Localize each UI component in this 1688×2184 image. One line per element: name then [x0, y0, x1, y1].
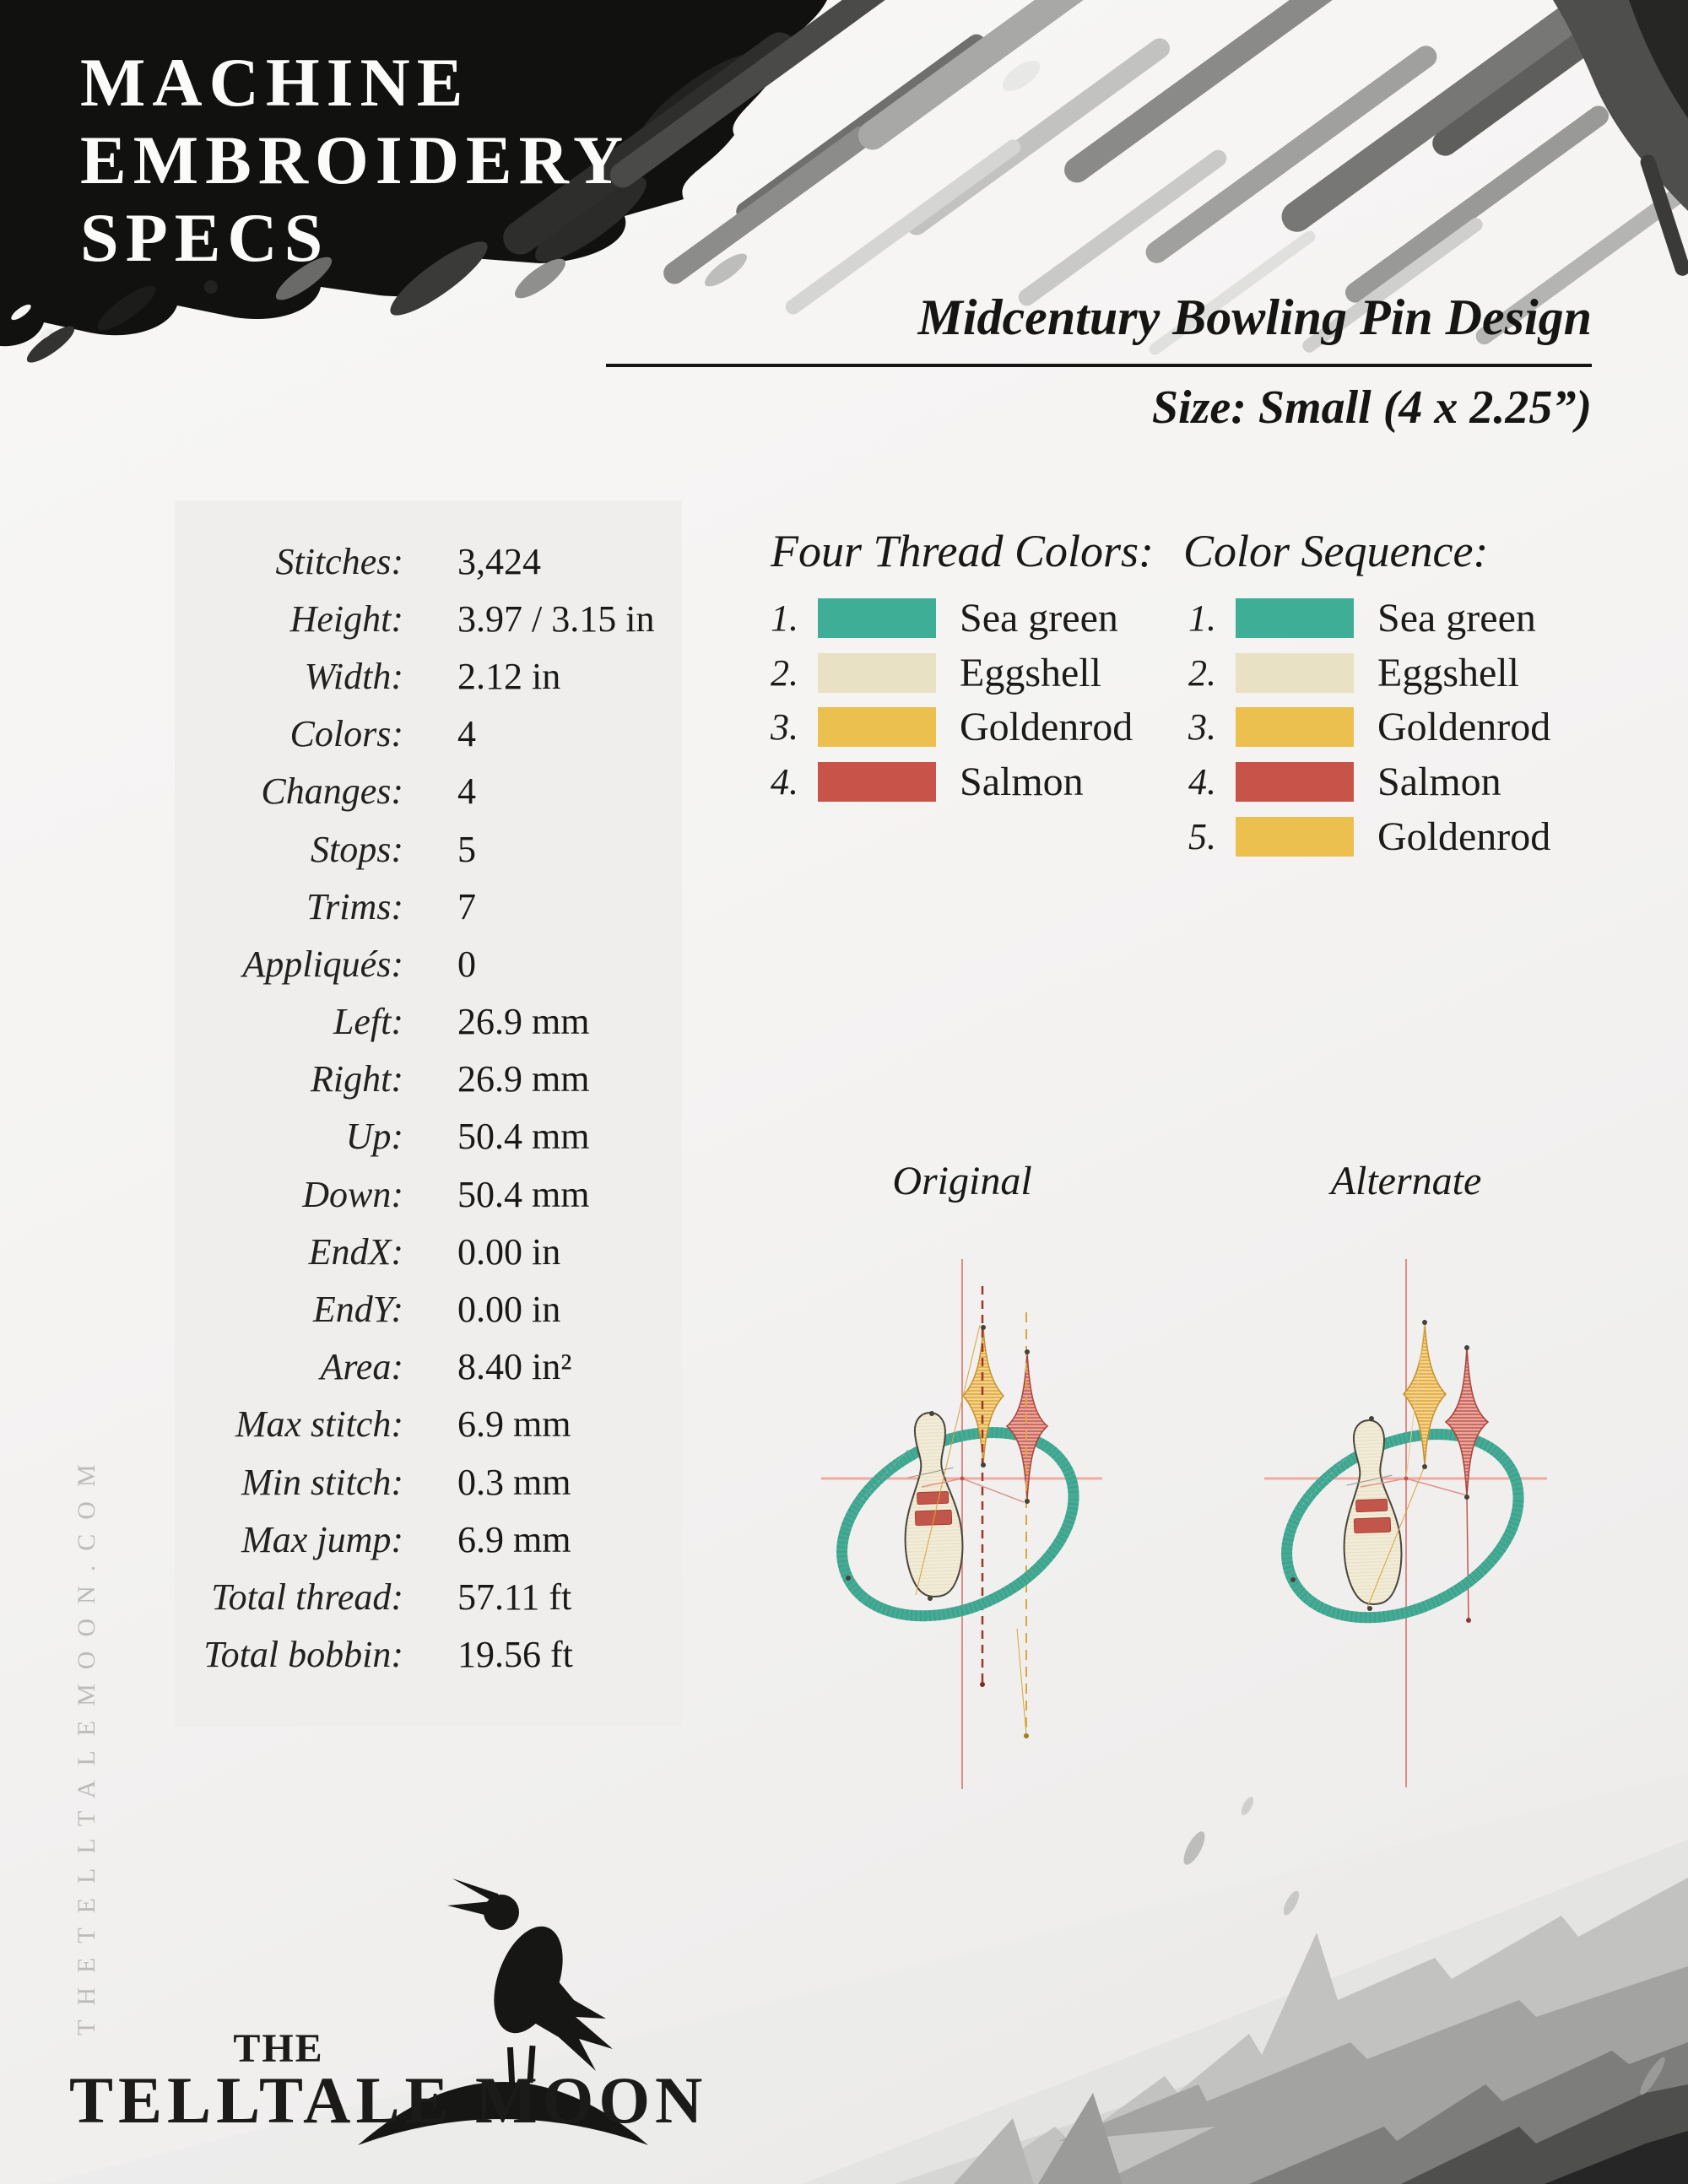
- spec-label: Max jump:: [241, 1518, 403, 1560]
- spec-row: [175, 820, 682, 878]
- spec-value: 4: [457, 713, 476, 755]
- spec-label: Total bobbin:: [203, 1634, 403, 1676]
- sequence-item: [1188, 754, 1550, 809]
- sequence-item: [1188, 700, 1550, 755]
- spec-label: Width:: [304, 655, 403, 697]
- spec-row: [175, 1165, 682, 1223]
- spec-row: [175, 532, 682, 590]
- thread-color-item: [771, 754, 1133, 809]
- spec-row: [175, 1453, 682, 1511]
- spec-row: [175, 993, 682, 1051]
- item-number: 1.: [1188, 597, 1216, 639]
- pin-stripe: [1354, 1517, 1391, 1533]
- spec-label: EndY:: [312, 1289, 403, 1331]
- page-title-line-3: SPECS: [80, 199, 330, 276]
- spec-row: [175, 763, 682, 820]
- color-name: Goldenrod: [960, 705, 1133, 750]
- spec-label: Trims:: [306, 885, 403, 927]
- spec-label: Right:: [311, 1058, 403, 1100]
- page-title: [80, 44, 630, 277]
- color-swatch: [1236, 598, 1354, 638]
- color-name: Eggshell: [1377, 650, 1519, 695]
- color-swatch: [818, 598, 936, 638]
- spec-row: [175, 1223, 682, 1280]
- color-swatch: [1236, 762, 1354, 802]
- page-title-line-2: EMBROIDERY: [80, 122, 630, 198]
- item-number: 2.: [1188, 651, 1216, 694]
- salmon-star: [1446, 1348, 1488, 1496]
- item-number: 4.: [1188, 761, 1216, 803]
- spec-value: 7: [457, 885, 476, 927]
- spec-row: [175, 935, 682, 992]
- color-sequence-heading: Color Sequence:: [1183, 526, 1489, 576]
- spec-row: [175, 590, 682, 647]
- spec-value: 2.12 in: [457, 655, 561, 697]
- spec-value: 0: [457, 943, 476, 985]
- alternate-stitch-preview: [1173, 1224, 1688, 1797]
- spec-label: Area:: [320, 1346, 403, 1388]
- spec-row: [175, 1511, 682, 1568]
- bowling-pin: [1339, 1419, 1403, 1605]
- spec-label: EndX:: [308, 1230, 403, 1273]
- color-sequence-list: [1188, 591, 1550, 864]
- spec-row: [175, 1280, 682, 1338]
- spec-value: 3.97 / 3.15 in: [457, 597, 655, 640]
- orbit-loop-front: [867, 1499, 1074, 1616]
- spec-panel: [175, 500, 682, 1727]
- page-title-line-1: MACHINE: [80, 44, 470, 121]
- color-swatch: [1236, 817, 1354, 857]
- spec-value: 5: [457, 828, 476, 870]
- spec-value: 26.9 mm: [457, 1058, 590, 1100]
- color-swatch: [1236, 653, 1354, 693]
- spec-label: Total thread:: [211, 1576, 403, 1618]
- color-swatch: [818, 653, 936, 693]
- pin-stripe: [915, 1510, 952, 1525]
- spec-label: Stops:: [311, 828, 403, 870]
- thread-colors-heading: Four Thread Colors:: [771, 526, 1155, 576]
- color-swatch: [818, 762, 936, 802]
- thread-color-item: [771, 591, 1133, 646]
- spec-value: 6.9 mm: [457, 1518, 571, 1560]
- spec-row: [175, 1051, 682, 1108]
- pin-stripe: [917, 1491, 948, 1504]
- color-name: Eggshell: [960, 650, 1101, 695]
- spec-label: Height:: [289, 597, 403, 640]
- spec-value: 0.3 mm: [457, 1461, 571, 1503]
- spec-value: 26.9 mm: [457, 1001, 590, 1043]
- spec-value: 8.40 in²: [457, 1346, 572, 1388]
- sequence-item: [1188, 646, 1550, 700]
- spec-value: 6.9 mm: [457, 1403, 571, 1446]
- spec-value: 57.11 ft: [457, 1576, 572, 1618]
- original-stitch-preview: [658, 1224, 1215, 1797]
- header-divider: [606, 364, 1592, 367]
- design-size: Size: Small (4 x 2.25”): [1151, 381, 1592, 434]
- spec-label: Changes:: [261, 770, 403, 813]
- sequence-item: [1188, 591, 1550, 646]
- logo-word-the: THE: [233, 2026, 324, 2071]
- spec-row: [175, 1396, 682, 1453]
- pin-stripe: [1355, 1499, 1387, 1511]
- item-number: 4.: [771, 761, 798, 803]
- spec-row: [175, 878, 682, 935]
- color-name: Sea green: [960, 595, 1118, 641]
- spec-row: [175, 1626, 682, 1684]
- alternate-preview-label: Alternate: [1330, 1159, 1482, 1203]
- item-number: 2.: [771, 651, 798, 694]
- spec-row: [175, 705, 682, 763]
- spec-row: [175, 1338, 682, 1396]
- design-header: [606, 289, 1592, 435]
- spec-label: Down:: [302, 1173, 403, 1215]
- color-swatch: [1236, 707, 1354, 747]
- spec-label: Appliqués:: [242, 943, 403, 985]
- spec-label: Max stitch:: [235, 1403, 403, 1446]
- original-preview-label: Original: [892, 1159, 1032, 1203]
- spec-value: 0.00 in: [457, 1230, 561, 1273]
- sequence-item: [1188, 809, 1550, 864]
- spec-row: [175, 1108, 682, 1165]
- spec-label: Colors:: [289, 713, 403, 755]
- orbit-loop-front: [1312, 1500, 1518, 1618]
- color-name: Goldenrod: [1377, 814, 1551, 860]
- thread-color-item: [771, 700, 1133, 755]
- color-name: Salmon: [1377, 760, 1501, 805]
- spec-row: [175, 647, 682, 705]
- thread-color-item: [771, 646, 1133, 700]
- spec-value: 50.4 mm: [457, 1173, 590, 1215]
- spec-label: Left:: [333, 1001, 403, 1043]
- website-watermark: THETELLTALEMOON.COM: [73, 1450, 100, 2035]
- design-name: Midcentury Bowling Pin Design: [917, 289, 1592, 345]
- item-number: 3.: [1188, 706, 1216, 749]
- color-name: Salmon: [960, 760, 1084, 805]
- spec-value: 50.4 mm: [457, 1116, 590, 1158]
- spec-label: Min stitch:: [241, 1461, 403, 1503]
- spec-label: Up:: [345, 1116, 403, 1158]
- spec-value: 3,424: [457, 540, 541, 582]
- item-number: 5.: [1188, 816, 1216, 858]
- item-number: 1.: [771, 597, 798, 639]
- spec-value: 0.00 in: [457, 1289, 561, 1331]
- color-name: Goldenrod: [1377, 705, 1551, 750]
- spec-value: 19.56 ft: [457, 1634, 573, 1676]
- thread-colors-list: [771, 591, 1133, 809]
- item-number: 3.: [771, 706, 798, 749]
- spec-row: [175, 1568, 682, 1625]
- spec-value: 4: [457, 770, 476, 813]
- color-swatch: [818, 707, 936, 747]
- logo-word-telltale-moon: TELLTALE MOON: [69, 2063, 708, 2137]
- spec-label: Stitches:: [275, 540, 403, 582]
- color-name: Sea green: [1377, 595, 1536, 641]
